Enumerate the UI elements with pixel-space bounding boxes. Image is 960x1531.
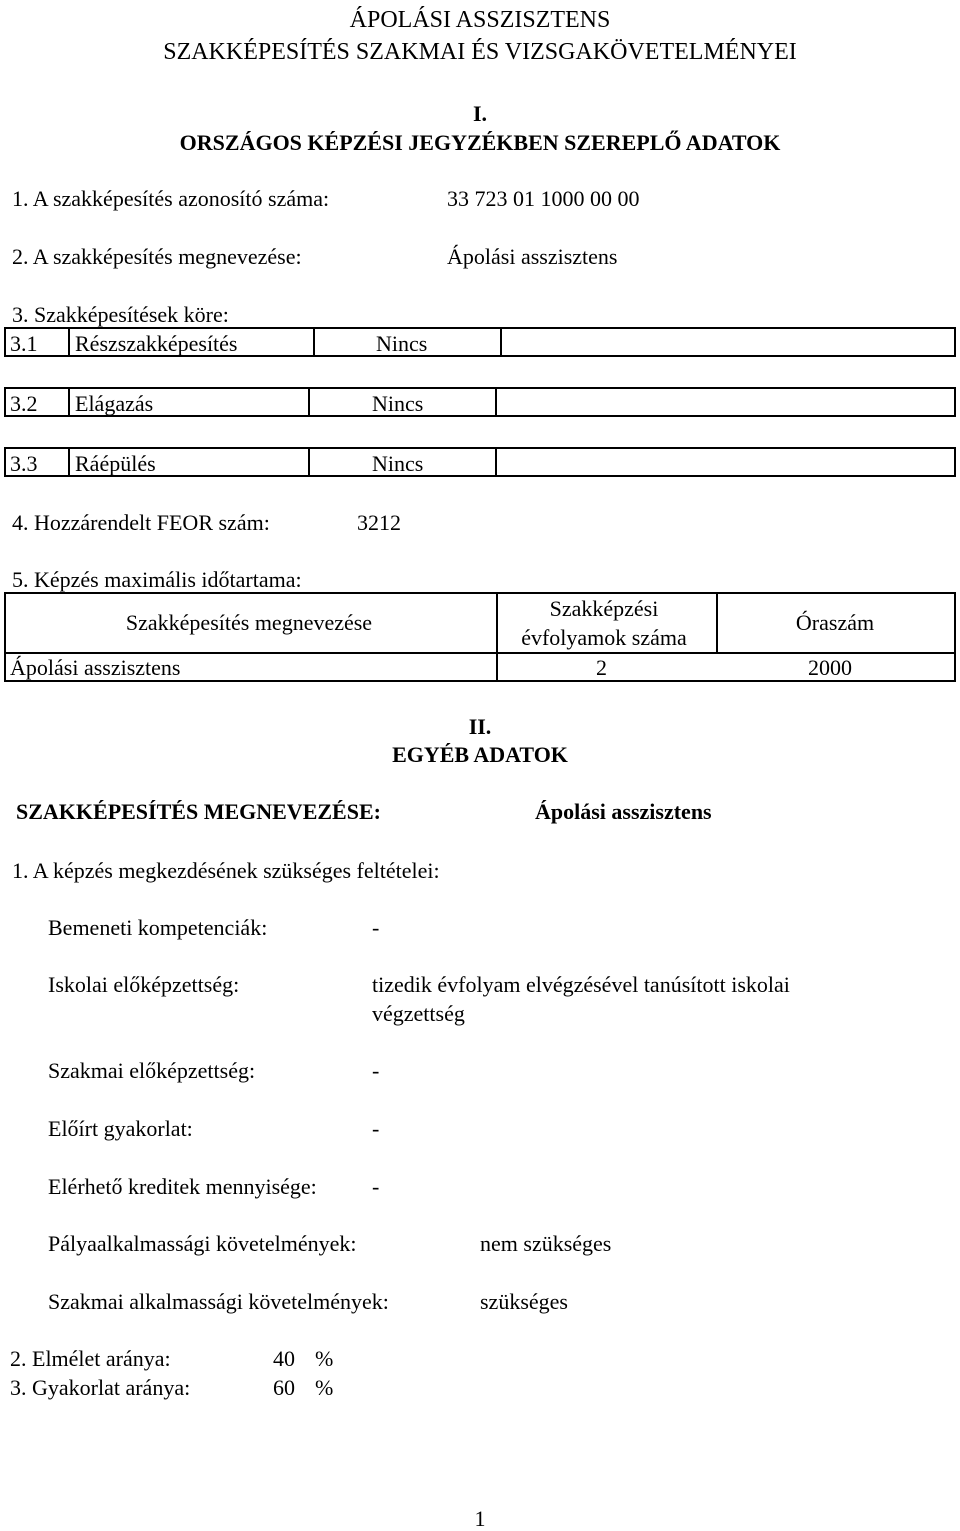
- palya-label: Pályaalkalmassági követelmények:: [48, 1231, 357, 1256]
- szakmai-alk-label: Szakmai alkalmassági követelmények:: [48, 1289, 389, 1314]
- item1-value: 33 723 01 1000 00 00: [447, 186, 640, 211]
- szakmai-alk-value: szükséges: [480, 1289, 568, 1314]
- kore-row-name: Elágazás: [75, 391, 154, 416]
- eloirt-value: -: [372, 1116, 380, 1141]
- qualification-name-value: Ápolási asszisztens: [535, 799, 712, 824]
- palya-value: nem szükséges: [480, 1231, 612, 1256]
- document-title-line1: ÁPOLÁSI ASSZISZTENS: [349, 7, 611, 33]
- kore-row-value: Nincs: [372, 391, 424, 416]
- item5-label: 5. Képzés maximális időtartama:: [12, 567, 302, 592]
- cell-divider: [313, 329, 315, 355]
- section2-numeral: II.: [468, 714, 492, 739]
- iskolai-value-line2: végzettség: [372, 1001, 465, 1026]
- document-title-line2: SZAKKÉPESÍTÉS SZAKMAI ÉS VIZSGAKÖVETELMÉNYEI: [163, 39, 797, 65]
- item2-value: Ápolási asszisztens: [447, 244, 618, 269]
- bemeneti-label: Bemeneti kompetenciák:: [48, 915, 268, 940]
- page-number: 1: [474, 1506, 486, 1531]
- cell-divider: [308, 389, 310, 415]
- conditions-heading: 1. A képzés megkezdésének szükséges feltételei:: [12, 858, 440, 883]
- kore-row-num: 3.2: [10, 391, 38, 416]
- iskolai-value-line1: tizedik évfolyam elvégzésével tanúsított iskolai: [372, 972, 790, 997]
- kredit-value: -: [372, 1174, 380, 1199]
- qualification-name-label: SZAKKÉPESÍTÉS MEGNEVEZÉSE:: [16, 799, 381, 824]
- bemeneti-value: -: [372, 915, 380, 940]
- cell-divider: [500, 329, 502, 355]
- gyakorlat-label: 3. Gyakorlat aránya:: [10, 1375, 191, 1400]
- kore-row-value: Nincs: [372, 451, 424, 476]
- kore-row-value: Nincs: [376, 331, 428, 356]
- gyakorlat-percent: %: [315, 1375, 334, 1400]
- table-header-years-line1: Szakképzési: [549, 596, 659, 621]
- item3-label: 3. Szakképesítések köre:: [12, 302, 229, 327]
- kredit-label: Elérhető kreditek mennyisége:: [48, 1174, 317, 1199]
- item2-label: 2. A szakképesítés megnevezése:: [12, 244, 302, 269]
- kore-row-name: Részszakképesítés: [75, 331, 238, 356]
- szakmai-value: -: [372, 1058, 380, 1083]
- table-cell-hours: 2000: [808, 655, 852, 680]
- elmelet-percent: %: [315, 1346, 334, 1371]
- item4-label: 4. Hozzárendelt FEOR szám:: [12, 510, 270, 535]
- cell-divider: [68, 389, 70, 415]
- table-header-name: Szakképesítés megnevezése: [125, 610, 373, 635]
- cell-divider: [495, 449, 497, 475]
- section2-title: EGYÉB ADATOK: [392, 742, 568, 767]
- table-cell-name: Ápolási asszisztens: [10, 655, 181, 680]
- item1-label: 1. A szakképesítés azonosító száma:: [12, 186, 330, 211]
- table-header-years-line2: évfolyamok száma: [521, 625, 687, 650]
- section1-title: ORSZÁGOS KÉPZÉSI JEGYZÉKBEN SZEREPLŐ ADATOK: [179, 130, 781, 155]
- cell-divider: [68, 329, 70, 355]
- kore-row-num: 3.3: [10, 451, 38, 476]
- kore-row-name: Ráépülés: [75, 451, 156, 476]
- item4-value: 3212: [357, 510, 401, 535]
- section1-numeral: I.: [472, 101, 488, 126]
- szakmai-label: Szakmai előképzettség:: [48, 1058, 256, 1083]
- table-cell-years: 2: [596, 655, 607, 680]
- table-header-hours: Óraszám: [795, 610, 875, 635]
- gyakorlat-value: 60: [273, 1375, 295, 1400]
- elmelet-label: 2. Elmélet aránya:: [10, 1346, 171, 1371]
- elmelet-value: 40: [273, 1346, 295, 1371]
- cell-divider: [308, 449, 310, 475]
- kore-row-num: 3.1: [10, 331, 38, 356]
- eloirt-label: Előírt gyakorlat:: [48, 1116, 193, 1141]
- table-divider: [6, 652, 954, 654]
- cell-divider: [495, 389, 497, 415]
- cell-divider: [68, 449, 70, 475]
- iskolai-label: Iskolai előképzettség:: [48, 972, 240, 997]
